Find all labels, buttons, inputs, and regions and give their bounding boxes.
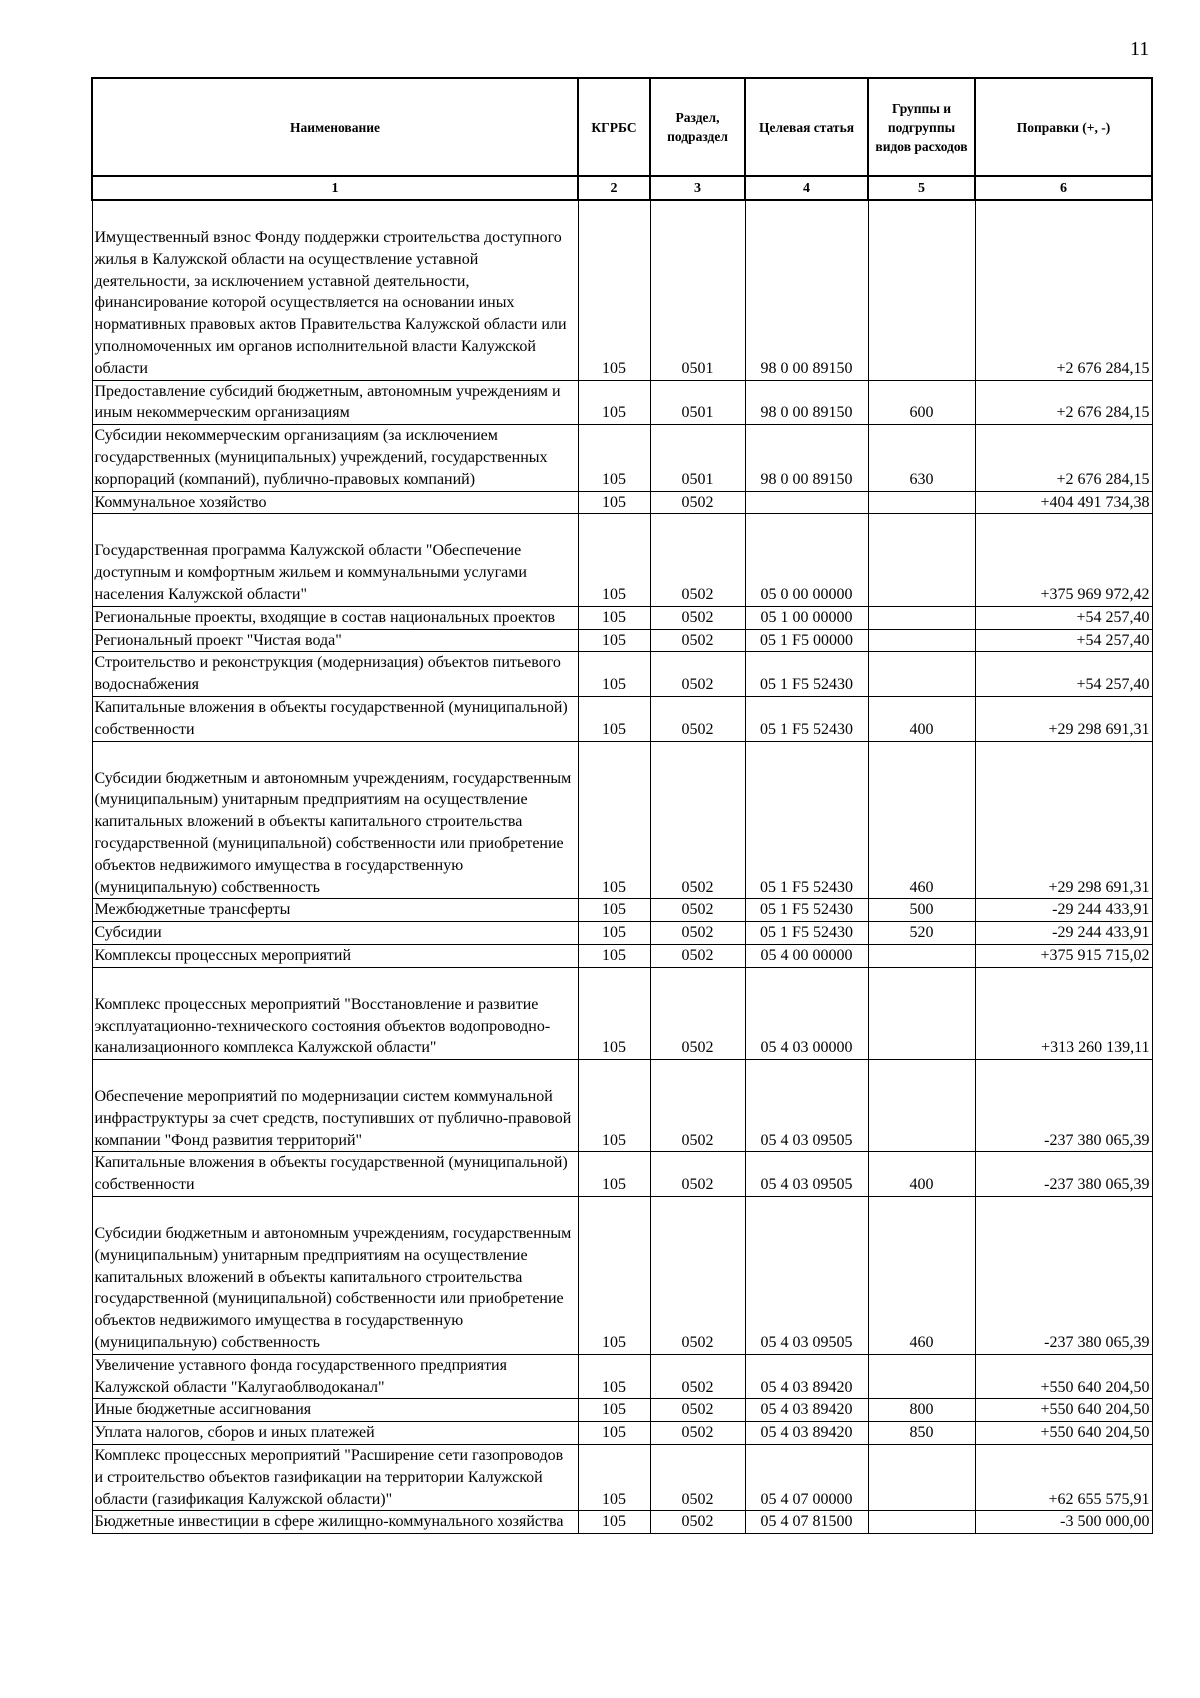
cell-section: 0501 bbox=[650, 200, 745, 380]
cell-name: Региональный проект "Чистая вода" bbox=[92, 629, 578, 652]
table-row bbox=[92, 1197, 1152, 1355]
cell-name: Предоставление субсидий бюджетным, автономным учреждениям и иным некоммерческим организациям bbox=[92, 380, 578, 425]
cell-name: Имущественный взнос Фонду поддержки строительства доступного жилья в Калужской области на осуществление уставной деятельности, за исключением уставной деятельности, финансирование которой осуществляется на основании иных нормативных правовых актов Правительства Калужской области или уполномоченных им органов исполнительной власти Калужской области bbox=[92, 200, 578, 380]
cell-group bbox=[868, 1354, 975, 1399]
cell-kgrbs: 105 bbox=[578, 696, 650, 741]
cell-amount: +54 257,40 bbox=[975, 606, 1152, 629]
cell-group: 460 bbox=[868, 1197, 975, 1355]
cell-section: 0502 bbox=[650, 652, 745, 697]
header-target: Целевая статья bbox=[745, 78, 868, 176]
cell-amount: +2 676 284,15 bbox=[975, 380, 1152, 425]
cell-group bbox=[868, 606, 975, 629]
cell-section: 0501 bbox=[650, 380, 745, 425]
cell-name: Коммунальное хозяйство bbox=[92, 491, 578, 514]
table-row bbox=[92, 1422, 1152, 1445]
header-section: Раздел, подраздел bbox=[650, 78, 745, 176]
cell-group: 500 bbox=[868, 899, 975, 922]
table-row bbox=[92, 1060, 1152, 1152]
cell-target: 05 0 00 00000 bbox=[745, 514, 868, 606]
column-number: 1 bbox=[92, 176, 578, 200]
cell-kgrbs: 105 bbox=[578, 899, 650, 922]
cell-target: 05 4 00 00000 bbox=[745, 944, 868, 967]
cell-target: 05 4 03 89420 bbox=[745, 1354, 868, 1399]
cell-amount: +54 257,40 bbox=[975, 629, 1152, 652]
column-number: 5 bbox=[868, 176, 975, 200]
cell-kgrbs: 105 bbox=[578, 629, 650, 652]
cell-kgrbs: 105 bbox=[578, 606, 650, 629]
table-row bbox=[92, 741, 1152, 899]
cell-section: 0502 bbox=[650, 967, 745, 1059]
cell-group: 800 bbox=[868, 1399, 975, 1422]
header-kgrbs: КГРБС bbox=[578, 78, 650, 176]
cell-target: 05 4 03 09505 bbox=[745, 1152, 868, 1197]
cell-kgrbs: 105 bbox=[578, 380, 650, 425]
column-number-row bbox=[92, 176, 1152, 200]
table-row bbox=[92, 696, 1152, 741]
cell-group bbox=[868, 200, 975, 380]
cell-section: 0502 bbox=[650, 629, 745, 652]
cell-group: 400 bbox=[868, 1152, 975, 1197]
table-row bbox=[92, 1511, 1152, 1534]
cell-target: 05 1 00 00000 bbox=[745, 606, 868, 629]
table-row bbox=[92, 1399, 1152, 1422]
cell-name: Субсидии бюджетным и автономным учреждениям, государственным (муниципальным) унитарным предприятиям на осуществление капитальных вложений в объекты капитального строительства государственной (муниципальной) собственности или приобретение объектов недвижимого имущества в государственную (муниципальную) собственность bbox=[92, 741, 578, 899]
cell-name: Уплата налогов, сборов и иных платежей bbox=[92, 1422, 578, 1445]
cell-group: 600 bbox=[868, 380, 975, 425]
cell-amount: +550 640 204,50 bbox=[975, 1354, 1152, 1399]
cell-section: 0502 bbox=[650, 1511, 745, 1534]
cell-amount: +2 676 284,15 bbox=[975, 200, 1152, 380]
cell-kgrbs: 105 bbox=[578, 1511, 650, 1534]
cell-amount: +375 915 715,02 bbox=[975, 944, 1152, 967]
cell-amount: -237 380 065,39 bbox=[975, 1197, 1152, 1355]
cell-amount: +62 655 575,91 bbox=[975, 1445, 1152, 1511]
cell-section: 0502 bbox=[650, 1445, 745, 1511]
cell-kgrbs: 105 bbox=[578, 944, 650, 967]
cell-kgrbs: 105 bbox=[578, 922, 650, 945]
table-row bbox=[92, 514, 1152, 606]
cell-kgrbs: 105 bbox=[578, 1399, 650, 1422]
header-amount: Поправки (+, -) bbox=[975, 78, 1152, 176]
cell-name: Субсидии bbox=[92, 922, 578, 945]
cell-target: 05 1 F5 52430 bbox=[745, 652, 868, 697]
cell-target: 05 4 07 00000 bbox=[745, 1445, 868, 1511]
cell-group bbox=[868, 967, 975, 1059]
header-name: Наименование bbox=[92, 78, 578, 176]
cell-target: 05 4 03 09505 bbox=[745, 1060, 868, 1152]
cell-name: Увеличение уставного фонда государственного предприятия Калужской области "Калугаоблводоканал" bbox=[92, 1354, 578, 1399]
cell-amount: +54 257,40 bbox=[975, 652, 1152, 697]
budget-table-container bbox=[91, 77, 1153, 1534]
cell-target bbox=[745, 491, 868, 514]
cell-section: 0502 bbox=[650, 1197, 745, 1355]
cell-kgrbs: 105 bbox=[578, 1422, 650, 1445]
cell-kgrbs: 105 bbox=[578, 1354, 650, 1399]
cell-group bbox=[868, 1060, 975, 1152]
cell-kgrbs: 105 bbox=[578, 1445, 650, 1511]
cell-group bbox=[868, 652, 975, 697]
table-row bbox=[92, 200, 1152, 380]
header-row bbox=[92, 78, 1152, 176]
cell-amount: -29 244 433,91 bbox=[975, 922, 1152, 945]
table-row bbox=[92, 629, 1152, 652]
cell-section: 0502 bbox=[650, 491, 745, 514]
table-row bbox=[92, 922, 1152, 945]
cell-target: 05 4 03 09505 bbox=[745, 1197, 868, 1355]
table-row bbox=[92, 491, 1152, 514]
cell-section: 0502 bbox=[650, 606, 745, 629]
cell-section: 0502 bbox=[650, 1060, 745, 1152]
cell-amount: +2 676 284,15 bbox=[975, 425, 1152, 491]
cell-amount: -237 380 065,39 bbox=[975, 1152, 1152, 1197]
cell-kgrbs: 105 bbox=[578, 967, 650, 1059]
cell-target: 05 4 03 00000 bbox=[745, 967, 868, 1059]
cell-name: Субсидии некоммерческим организациям (за исключением государственных (муниципальных) учреждений, государственных корпораций (компаний), публично-правовых компаний) bbox=[92, 425, 578, 491]
cell-kgrbs: 105 bbox=[578, 1060, 650, 1152]
cell-kgrbs: 105 bbox=[578, 514, 650, 606]
cell-amount: +29 298 691,31 bbox=[975, 696, 1152, 741]
table-row bbox=[92, 967, 1152, 1059]
cell-name: Строительство и реконструкция (модернизация) объектов питьевого водоснабжения bbox=[92, 652, 578, 697]
cell-group bbox=[868, 491, 975, 514]
cell-kgrbs: 105 bbox=[578, 1197, 650, 1355]
cell-name: Бюджетные инвестиции в сфере жилищно-коммунального хозяйства bbox=[92, 1511, 578, 1534]
cell-target: 05 4 03 89420 bbox=[745, 1399, 868, 1422]
table-row bbox=[92, 1354, 1152, 1399]
cell-amount: -29 244 433,91 bbox=[975, 899, 1152, 922]
cell-name: Иные бюджетные ассигнования bbox=[92, 1399, 578, 1422]
cell-target: 05 1 F5 00000 bbox=[745, 629, 868, 652]
cell-name: Субсидии бюджетным и автономным учреждениям, государственным (муниципальным) унитарным предприятиям на осуществление капитальных вложений в объекты капитального строительства государственной (муниципальной) собственности или приобретение объектов недвижимого имущества в государственную (муниципальную) собственность bbox=[92, 1197, 578, 1355]
cell-group: 460 bbox=[868, 741, 975, 899]
cell-kgrbs: 105 bbox=[578, 1152, 650, 1197]
cell-target: 98 0 00 89150 bbox=[745, 200, 868, 380]
cell-target: 05 1 F5 52430 bbox=[745, 922, 868, 945]
cell-name: Региональные проекты, входящие в состав национальных проектов bbox=[92, 606, 578, 629]
column-number: 3 bbox=[650, 176, 745, 200]
table-row bbox=[92, 1445, 1152, 1511]
cell-amount: +404 491 734,38 bbox=[975, 491, 1152, 514]
cell-amount: +29 298 691,31 bbox=[975, 741, 1152, 899]
cell-name: Комплексы процессных мероприятий bbox=[92, 944, 578, 967]
table-row bbox=[92, 380, 1152, 425]
cell-name: Комплекс процессных мероприятий "Восстановление и развитие эксплуатационно-технического состояния объектов водопроводно-канализационного комплекса Калужской области" bbox=[92, 967, 578, 1059]
cell-target: 05 1 F5 52430 bbox=[745, 741, 868, 899]
cell-name: Комплекс процессных мероприятий "Расширение сети газопроводов и строительство объектов газификации на территории Калужской области (газификация Калужской области)" bbox=[92, 1445, 578, 1511]
cell-section: 0502 bbox=[650, 1399, 745, 1422]
cell-kgrbs: 105 bbox=[578, 652, 650, 697]
cell-section: 0502 bbox=[650, 1152, 745, 1197]
cell-kgrbs: 105 bbox=[578, 200, 650, 380]
cell-amount: -237 380 065,39 bbox=[975, 1060, 1152, 1152]
cell-name: Государственная программа Калужской области "Обеспечение доступным и комфортным жильем и коммунальными услугами населения Калужской области" bbox=[92, 514, 578, 606]
cell-amount: -3 500 000,00 bbox=[975, 1511, 1152, 1534]
table-row bbox=[92, 425, 1152, 491]
table-row bbox=[92, 899, 1152, 922]
cell-section: 0502 bbox=[650, 899, 745, 922]
cell-target: 05 1 F5 52430 bbox=[745, 696, 868, 741]
cell-section: 0502 bbox=[650, 1422, 745, 1445]
cell-group: 850 bbox=[868, 1422, 975, 1445]
cell-section: 0501 bbox=[650, 425, 745, 491]
table-body bbox=[92, 200, 1152, 1534]
cell-target: 98 0 00 89150 bbox=[745, 425, 868, 491]
header-group: Группы и подгруппы видов расходов bbox=[868, 78, 975, 176]
cell-amount: +375 969 972,42 bbox=[975, 514, 1152, 606]
cell-group: 400 bbox=[868, 696, 975, 741]
column-number: 4 bbox=[745, 176, 868, 200]
cell-group bbox=[868, 629, 975, 652]
table-header bbox=[92, 78, 1152, 200]
cell-group bbox=[868, 1445, 975, 1511]
cell-group: 520 bbox=[868, 922, 975, 945]
cell-target: 98 0 00 89150 bbox=[745, 380, 868, 425]
table-row bbox=[92, 1152, 1152, 1197]
table-row bbox=[92, 606, 1152, 629]
page-number: 11 bbox=[1130, 38, 1150, 60]
cell-amount: +550 640 204,50 bbox=[975, 1399, 1152, 1422]
cell-amount: +313 260 139,11 bbox=[975, 967, 1152, 1059]
cell-group bbox=[868, 514, 975, 606]
cell-kgrbs: 105 bbox=[578, 425, 650, 491]
cell-section: 0502 bbox=[650, 741, 745, 899]
table-row bbox=[92, 944, 1152, 967]
cell-name: Обеспечение мероприятий по модернизации систем коммунальной инфраструктуры за счет средств, поступивших от публично-правовой компании "Фонд развития территорий" bbox=[92, 1060, 578, 1152]
column-number: 2 bbox=[578, 176, 650, 200]
cell-section: 0502 bbox=[650, 944, 745, 967]
cell-group bbox=[868, 944, 975, 967]
cell-group bbox=[868, 1511, 975, 1534]
cell-kgrbs: 105 bbox=[578, 741, 650, 899]
cell-target: 05 1 F5 52430 bbox=[745, 899, 868, 922]
table-row bbox=[92, 652, 1152, 697]
cell-target: 05 4 07 81500 bbox=[745, 1511, 868, 1534]
cell-name: Капитальные вложения в объекты государственной (муниципальной) собственности bbox=[92, 696, 578, 741]
column-number: 6 bbox=[975, 176, 1152, 200]
cell-kgrbs: 105 bbox=[578, 491, 650, 514]
cell-amount: +550 640 204,50 bbox=[975, 1422, 1152, 1445]
cell-section: 0502 bbox=[650, 922, 745, 945]
cell-name: Межбюджетные трансферты bbox=[92, 899, 578, 922]
cell-section: 0502 bbox=[650, 696, 745, 741]
cell-target: 05 4 03 89420 bbox=[745, 1422, 868, 1445]
cell-group: 630 bbox=[868, 425, 975, 491]
cell-section: 0502 bbox=[650, 514, 745, 606]
budget-amendments-table bbox=[91, 77, 1153, 1534]
cell-section: 0502 bbox=[650, 1354, 745, 1399]
cell-name: Капитальные вложения в объекты государственной (муниципальной) собственности bbox=[92, 1152, 578, 1197]
